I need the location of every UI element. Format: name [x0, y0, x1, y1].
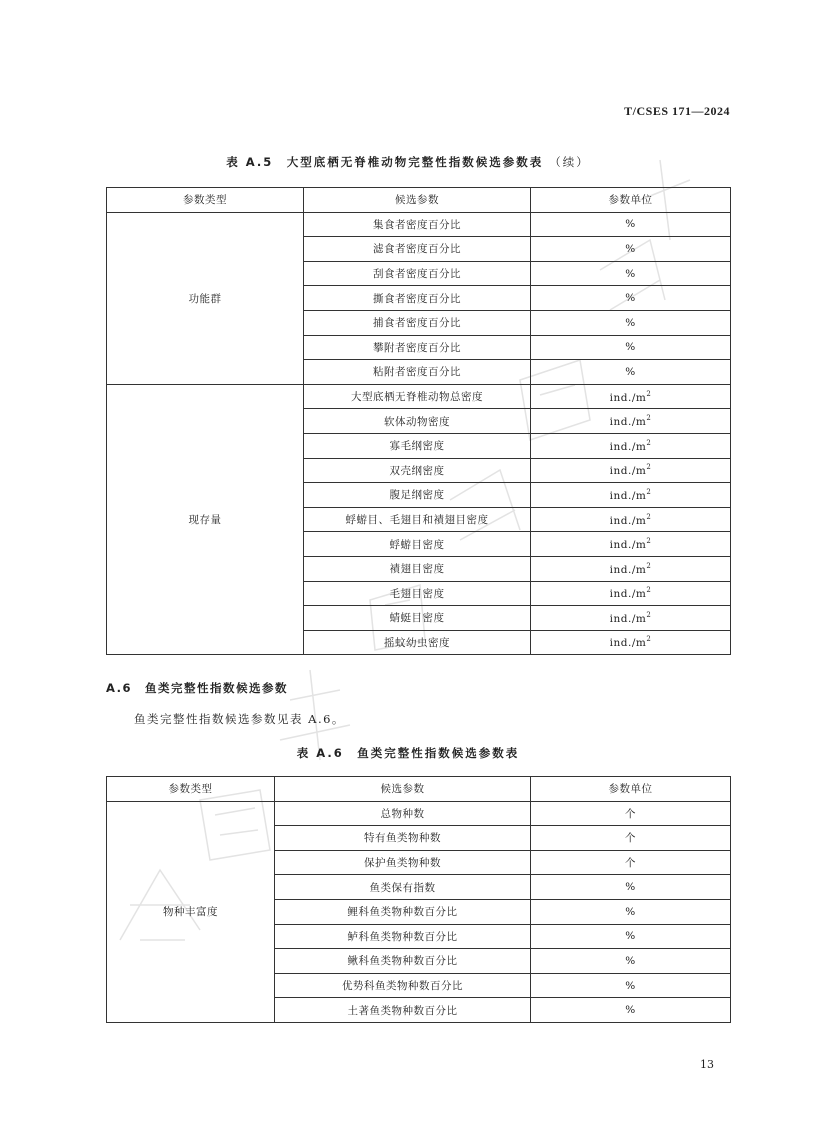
column-header-type: 参数类型 [107, 777, 275, 802]
unit-superscript: 2 [646, 414, 652, 423]
param-cell: 特有鱼类物种数 [275, 826, 531, 851]
column-header-unit: 参数单位 [531, 777, 731, 802]
unit-text: ind./m [609, 637, 647, 650]
table-header-row [107, 188, 731, 213]
unit-text: ind./m [609, 588, 647, 601]
param-cell: 保护鱼类物种数 [275, 850, 531, 875]
param-cell: 鳅科鱼类物种数百分比 [275, 949, 531, 974]
unit-text: ind./m [609, 440, 647, 453]
param-cell: 捕食者密度百分比 [304, 310, 531, 335]
table-a6-caption: 表 A.6 鱼类完整性指数候选参数表 [296, 746, 520, 760]
param-cell: 优势科鱼类物种数百分比 [275, 973, 531, 998]
unit-cell: % [531, 237, 731, 262]
unit-cell [531, 581, 731, 606]
unit-text: ind./m [609, 416, 647, 429]
param-type-cell: 现存量 [107, 384, 304, 655]
unit-cell: % [531, 286, 731, 311]
unit-cell: % [531, 998, 731, 1023]
unit-cell [531, 556, 731, 581]
unit-superscript: 2 [646, 537, 652, 546]
table-a6 [106, 776, 731, 1023]
unit-cell: 个 [531, 826, 731, 851]
param-type-cell: 功能群 [107, 212, 304, 384]
unit-text: ind./m [609, 539, 647, 552]
table-a5 [106, 187, 731, 655]
unit-text: ind./m [609, 391, 647, 404]
unit-cell [531, 532, 731, 557]
unit-cell [531, 483, 731, 508]
unit-text: ind./m [609, 563, 647, 576]
column-header-type: 参数类型 [107, 188, 304, 213]
unit-cell: % [531, 924, 731, 949]
param-type-cell: 物种丰富度 [107, 801, 275, 1022]
page-number: 13 [700, 1058, 714, 1071]
unit-superscript: 2 [646, 487, 652, 496]
unit-superscript: 2 [646, 463, 652, 472]
column-header-param: 候选参数 [275, 777, 531, 802]
param-cell: 蜉蝣目密度 [304, 532, 531, 557]
unit-text: ind./m [609, 489, 647, 502]
param-cell: 蜉蝣目、毛翅目和襀翅目密度 [304, 507, 531, 532]
document-code: T/CSES 171—2024 [624, 104, 730, 118]
unit-cell: % [531, 360, 731, 385]
param-cell: 鱼类保有指数 [275, 875, 531, 900]
unit-text: ind./m [609, 612, 647, 625]
unit-superscript: 2 [646, 610, 652, 619]
unit-superscript: 2 [646, 389, 652, 398]
unit-superscript: 2 [646, 438, 652, 447]
unit-cell [531, 384, 731, 409]
unit-cell: % [531, 335, 731, 360]
column-header-param: 候选参数 [304, 188, 531, 213]
unit-cell: % [531, 212, 731, 237]
param-cell: 寡毛纲密度 [304, 433, 531, 458]
unit-text: ind./m [609, 514, 647, 527]
param-cell: 腹足纲密度 [304, 483, 531, 508]
unit-cell: % [531, 310, 731, 335]
param-cell: 襀翅目密度 [304, 556, 531, 581]
param-cell: 大型底栖无脊椎动物总密度 [304, 384, 531, 409]
param-cell: 粘附者密度百分比 [304, 360, 531, 385]
unit-cell [531, 433, 731, 458]
param-cell: 鲤科鱼类物种数百分比 [275, 899, 531, 924]
param-cell: 滤食者密度百分比 [304, 237, 531, 262]
unit-superscript: 2 [646, 635, 652, 644]
param-cell: 集食者密度百分比 [304, 212, 531, 237]
unit-cell [531, 606, 731, 631]
param-cell: 蜻蜓目密度 [304, 606, 531, 631]
section-heading-a6: A.6 鱼类完整性指数候选参数 [106, 681, 288, 695]
unit-cell: % [531, 899, 731, 924]
unit-cell: 个 [531, 850, 731, 875]
table-header-row [107, 777, 731, 802]
unit-text: ind./m [609, 465, 647, 478]
param-cell: 土著鱼类物种数百分比 [275, 998, 531, 1023]
table-row [107, 212, 731, 237]
param-cell: 总物种数 [275, 801, 531, 826]
table-row [107, 384, 731, 409]
unit-superscript: 2 [646, 561, 652, 570]
param-cell: 刮食者密度百分比 [304, 261, 531, 286]
unit-cell: 个 [531, 801, 731, 826]
unit-cell: % [531, 949, 731, 974]
table-row [107, 801, 731, 826]
unit-superscript: 2 [646, 512, 652, 521]
param-cell: 撕食者密度百分比 [304, 286, 531, 311]
unit-cell [531, 507, 731, 532]
unit-cell: % [531, 261, 731, 286]
unit-cell: % [531, 875, 731, 900]
param-cell: 摇蚊幼虫密度 [304, 630, 531, 655]
table-a5-caption [0, 154, 816, 170]
unit-cell [531, 630, 731, 655]
unit-cell [531, 458, 731, 483]
param-cell: 软体动物密度 [304, 409, 531, 434]
param-cell: 攀附者密度百分比 [304, 335, 531, 360]
column-header-unit: 参数单位 [531, 188, 731, 213]
unit-cell: % [531, 973, 731, 998]
param-cell: 毛翅目密度 [304, 581, 531, 606]
unit-cell [531, 409, 731, 434]
unit-superscript: 2 [646, 586, 652, 595]
section-a6-body: 鱼类完整性指数候选参数见表 A.6。 [134, 712, 345, 726]
table-a5-caption-continued: （续） [549, 155, 590, 169]
param-cell: 鲈科鱼类物种数百分比 [275, 924, 531, 949]
param-cell: 双壳纲密度 [304, 458, 531, 483]
table-a5-caption-text: 表 A.5 大型底栖无脊椎动物完整性指数候选参数表 [226, 155, 544, 169]
